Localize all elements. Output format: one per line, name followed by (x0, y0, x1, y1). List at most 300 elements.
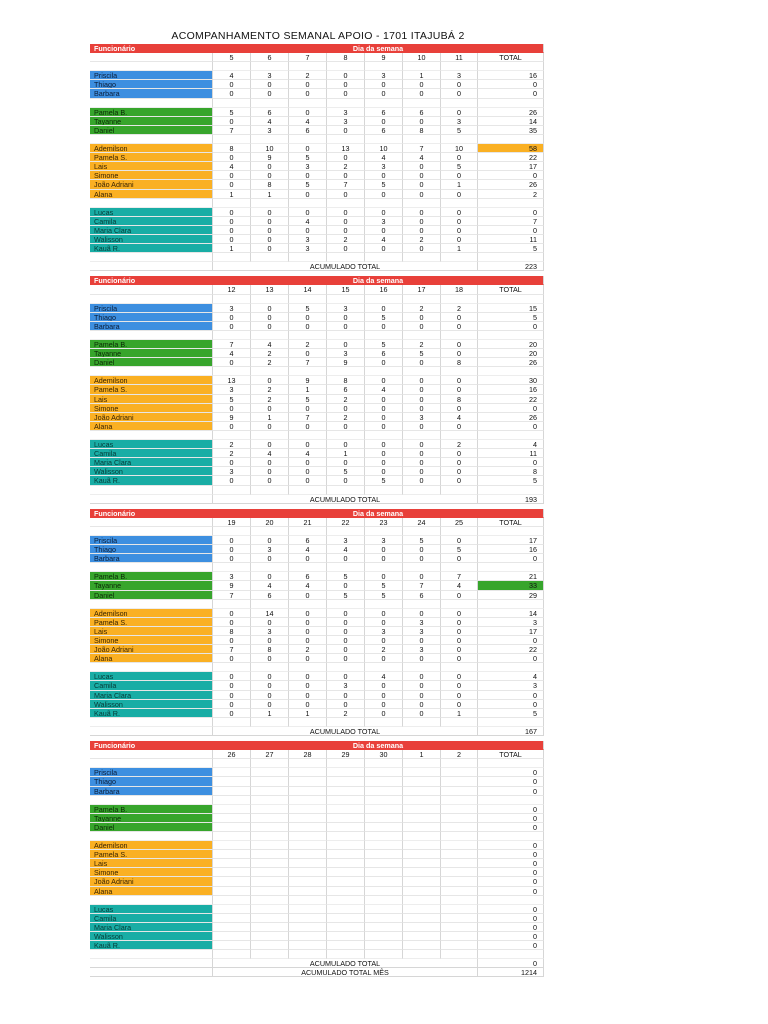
row-total: 22 (478, 153, 544, 162)
day-number: 30 (365, 750, 403, 759)
employee-name: Tayanne (90, 581, 213, 590)
employee-name: Daniel (90, 823, 213, 832)
blank-cell (90, 199, 213, 208)
day-value: 0 (251, 422, 289, 431)
employee-row (90, 572, 546, 581)
day-value: 0 (441, 340, 478, 349)
day-value: 6 (365, 349, 403, 358)
day-value: 0 (403, 180, 441, 189)
blank-cell (441, 331, 478, 340)
spacer-row (90, 431, 546, 440)
blank-cell (327, 896, 365, 905)
day-value: 0 (327, 554, 365, 563)
blank-cell (327, 950, 365, 959)
day-value: 0 (251, 226, 289, 235)
day-value: 1 (441, 709, 478, 718)
blank-cell (441, 99, 478, 108)
row-total: 0 (478, 823, 544, 832)
day-value: 0 (289, 654, 327, 663)
blank-cell (365, 600, 403, 609)
row-total: 26 (478, 358, 544, 367)
day-value: 5 (327, 591, 365, 600)
blank-cell (251, 295, 289, 304)
employee-name: Daniel (90, 358, 213, 367)
day-numbers-row (90, 750, 546, 759)
blank-cell (365, 563, 403, 572)
employee-row (90, 467, 546, 476)
day-value: 0 (365, 618, 403, 627)
day-numbers-row (90, 285, 546, 294)
blank-cell (403, 600, 441, 609)
employee-row (90, 117, 546, 126)
day-value (441, 805, 478, 814)
blank-cell (365, 253, 403, 262)
day-value: 0 (403, 117, 441, 126)
blank-cell (403, 295, 441, 304)
day-value (403, 841, 441, 850)
blank-cell (365, 486, 403, 495)
employee-name: Simone (90, 171, 213, 180)
blank-cell (289, 832, 327, 841)
day-value (403, 887, 441, 896)
day-value (289, 823, 327, 832)
day-value (365, 923, 403, 932)
row-total: 0 (478, 787, 544, 796)
row-total: 17 (478, 536, 544, 545)
row-total: 14 (478, 609, 544, 618)
blank-cell (327, 600, 365, 609)
day-number: 17 (403, 285, 441, 294)
employee-name: Camila (90, 681, 213, 690)
blank-cell (213, 135, 251, 144)
day-value: 9 (213, 413, 251, 422)
employee-name: Barbara (90, 322, 213, 331)
blank-cell (365, 331, 403, 340)
employee-name: Walisson (90, 700, 213, 709)
employee-row (90, 458, 546, 467)
employee-row (90, 226, 546, 235)
spacer-row (90, 527, 546, 536)
weekly-tracking-sheet (90, 44, 546, 977)
day-value (403, 859, 441, 868)
row-total: 0 (478, 458, 544, 467)
day-value: 0 (441, 609, 478, 618)
blank-cell (478, 99, 544, 108)
day-value: 0 (289, 467, 327, 476)
day-number: 29 (327, 750, 365, 759)
blank-cell (90, 518, 213, 527)
employee-name: Alana (90, 190, 213, 199)
day-value: 0 (289, 226, 327, 235)
employee-name: Lais (90, 162, 213, 171)
blank-cell (478, 796, 544, 805)
day-value: 0 (327, 618, 365, 627)
row-total: 21 (478, 572, 544, 581)
blank-cell (403, 718, 441, 727)
day-value: 0 (441, 208, 478, 217)
employee-name: Lais (90, 395, 213, 404)
day-value: 6 (403, 108, 441, 117)
day-value: 0 (327, 691, 365, 700)
day-value: 6 (289, 126, 327, 135)
blank-cell (251, 759, 289, 768)
employee-row (90, 877, 546, 886)
row-total: 2 (478, 190, 544, 199)
day-value: 0 (289, 700, 327, 709)
day-value (327, 877, 365, 886)
spacer-row (90, 563, 546, 572)
blank-cell (289, 486, 327, 495)
employee-name: João Adriani (90, 877, 213, 886)
day-value (289, 914, 327, 923)
blank-cell (441, 563, 478, 572)
employee-row (90, 208, 546, 217)
blank-cell (365, 135, 403, 144)
blank-cell (327, 135, 365, 144)
employee-name: Priscila (90, 536, 213, 545)
blank-cell (90, 431, 213, 440)
employee-name: Walisson (90, 467, 213, 476)
spacer-row (90, 367, 546, 376)
day-value: 0 (289, 691, 327, 700)
day-value (441, 923, 478, 932)
employee-row (90, 162, 546, 171)
blank-cell (441, 663, 478, 672)
day-value: 3 (403, 618, 441, 627)
row-total: 15 (478, 304, 544, 313)
day-number: 27 (251, 750, 289, 759)
day-value: 0 (251, 80, 289, 89)
header-funcionario: Funcionário (90, 276, 213, 285)
employee-row (90, 217, 546, 226)
blank-cell (251, 563, 289, 572)
blank-cell (289, 718, 327, 727)
employee-name: Daniel (90, 591, 213, 600)
sheet-title: ACOMPANHAMENTO SEMANAL APOIO - 1701 ITAJUBÁ 2 (171, 30, 465, 42)
day-value (251, 923, 289, 932)
day-value: 0 (327, 645, 365, 654)
employee-name: Kauã R. (90, 476, 213, 485)
day-value: 7 (403, 581, 441, 590)
row-total: 0 (478, 914, 544, 923)
employee-name: João Adriani (90, 645, 213, 654)
day-value: 8 (213, 627, 251, 636)
day-value (441, 814, 478, 823)
day-value (251, 841, 289, 850)
day-value: 4 (327, 545, 365, 554)
blank-cell (90, 950, 213, 959)
day-value (251, 814, 289, 823)
blank-cell (289, 253, 327, 262)
day-value (213, 787, 251, 796)
day-value: 3 (213, 304, 251, 313)
day-value: 0 (441, 89, 478, 98)
employee-row (90, 768, 546, 777)
blank-cell (327, 796, 365, 805)
blank-cell (441, 431, 478, 440)
day-value (365, 932, 403, 941)
employee-name: Lucas (90, 905, 213, 914)
accumulated-month-row (90, 968, 546, 977)
row-total: 33 (478, 581, 544, 590)
blank-cell (403, 199, 441, 208)
day-value: 0 (251, 162, 289, 171)
employee-row (90, 841, 546, 850)
employee-row (90, 645, 546, 654)
day-value: 0 (251, 244, 289, 253)
day-value: 6 (365, 108, 403, 117)
day-value: 7 (213, 340, 251, 349)
day-value (441, 887, 478, 896)
employee-row (90, 153, 546, 162)
row-total: 0 (478, 636, 544, 645)
day-value: 5 (365, 581, 403, 590)
day-value (289, 859, 327, 868)
day-value: 0 (289, 591, 327, 600)
day-value: 0 (441, 404, 478, 413)
day-value: 0 (251, 313, 289, 322)
day-value: 0 (213, 313, 251, 322)
day-value: 0 (403, 458, 441, 467)
day-value: 0 (213, 358, 251, 367)
day-value: 0 (327, 171, 365, 180)
day-value: 0 (289, 144, 327, 153)
blank-cell (327, 253, 365, 262)
day-number: 10 (403, 53, 441, 62)
day-value: 3 (327, 536, 365, 545)
employee-row (90, 108, 546, 117)
day-value: 5 (213, 395, 251, 404)
day-value: 4 (251, 449, 289, 458)
blank-cell (213, 896, 251, 905)
blank-cell (90, 759, 213, 768)
employee-row (90, 654, 546, 663)
row-total: 17 (478, 162, 544, 171)
day-value: 7 (213, 645, 251, 654)
day-value: 6 (251, 108, 289, 117)
blank-cell (403, 135, 441, 144)
day-value (251, 823, 289, 832)
blank-cell (289, 796, 327, 805)
day-value: 5 (327, 467, 365, 476)
row-total: 35 (478, 126, 544, 135)
day-value: 0 (441, 458, 478, 467)
blank-cell (90, 832, 213, 841)
employee-row (90, 823, 546, 832)
day-value: 0 (327, 126, 365, 135)
day-value (251, 905, 289, 914)
day-value: 0 (441, 190, 478, 199)
day-value: 0 (289, 476, 327, 485)
spacer-row (90, 486, 546, 495)
blank-cell (90, 53, 213, 62)
blank-cell (327, 563, 365, 572)
day-value: 0 (289, 554, 327, 563)
day-value: 0 (289, 609, 327, 618)
row-total: 0 (478, 171, 544, 180)
employee-name: Pamela S. (90, 618, 213, 627)
day-value (289, 932, 327, 941)
day-value: 0 (213, 545, 251, 554)
row-total: 0 (478, 805, 544, 814)
employee-row (90, 422, 546, 431)
day-value: 3 (327, 117, 365, 126)
row-total: 0 (478, 80, 544, 89)
row-total: 0 (478, 814, 544, 823)
blank-cell (365, 62, 403, 71)
day-value: 3 (441, 117, 478, 126)
spacer-row (90, 253, 546, 262)
blank-cell (90, 62, 213, 71)
day-value: 8 (213, 144, 251, 153)
day-value (327, 850, 365, 859)
day-value: 0 (213, 554, 251, 563)
row-total: 0 (478, 691, 544, 700)
day-value: 0 (365, 89, 403, 98)
day-value: 0 (365, 117, 403, 126)
blank-cell (478, 759, 544, 768)
employee-name: Lucas (90, 440, 213, 449)
day-value: 4 (403, 153, 441, 162)
day-value: 9 (327, 358, 365, 367)
row-total: 0 (478, 841, 544, 850)
table-header (90, 44, 546, 53)
employee-name: Simone (90, 636, 213, 645)
day-value: 0 (251, 89, 289, 98)
blank-cell (403, 950, 441, 959)
employee-name: Maria Clara (90, 691, 213, 700)
day-value: 4 (213, 71, 251, 80)
day-value: 2 (441, 440, 478, 449)
blank-cell (251, 331, 289, 340)
blank-cell (213, 950, 251, 959)
blank-cell (403, 832, 441, 841)
day-value: 2 (289, 340, 327, 349)
day-value (251, 868, 289, 877)
day-value (289, 841, 327, 850)
day-number: 20 (251, 518, 289, 527)
row-total: 0 (478, 777, 544, 786)
row-total: 11 (478, 235, 544, 244)
employee-name: Alana (90, 422, 213, 431)
day-value: 8 (403, 126, 441, 135)
day-value: 0 (403, 385, 441, 394)
employee-row (90, 126, 546, 135)
blank-cell (441, 253, 478, 262)
row-total: 16 (478, 545, 544, 554)
employee-name: João Adriani (90, 413, 213, 422)
employee-row (90, 591, 546, 600)
employee-row (90, 581, 546, 590)
blank-cell (403, 99, 441, 108)
blank-cell (289, 950, 327, 959)
row-total: 0 (478, 700, 544, 709)
employee-name: Alana (90, 887, 213, 896)
table-header (90, 741, 546, 750)
row-total: 22 (478, 395, 544, 404)
blank-cell (90, 135, 213, 144)
employee-name: Maria Clara (90, 458, 213, 467)
blank-cell (441, 759, 478, 768)
blank-cell (289, 527, 327, 536)
employee-row (90, 814, 546, 823)
day-value: 4 (213, 162, 251, 171)
blank-cell (213, 759, 251, 768)
employee-name: Maria Clara (90, 923, 213, 932)
day-value (403, 923, 441, 932)
day-value: 1 (441, 244, 478, 253)
day-value (403, 905, 441, 914)
accumulated-total-value: 167 (478, 727, 544, 736)
blank-cell (403, 367, 441, 376)
day-value (213, 887, 251, 896)
day-value (251, 941, 289, 950)
employee-row (90, 609, 546, 618)
employee-name: Thiago (90, 545, 213, 554)
day-value: 0 (403, 672, 441, 681)
accumulated-total-row (90, 959, 546, 968)
employee-row (90, 404, 546, 413)
day-value (441, 850, 478, 859)
day-value: 3 (403, 413, 441, 422)
blank-cell (365, 367, 403, 376)
blank-cell (403, 896, 441, 905)
day-value: 3 (251, 71, 289, 80)
row-total: 0 (478, 923, 544, 932)
day-value (403, 941, 441, 950)
day-value: 0 (289, 672, 327, 681)
employee-row (90, 859, 546, 868)
row-total: 26 (478, 413, 544, 422)
blank-cell (327, 199, 365, 208)
day-value (251, 877, 289, 886)
row-total: 0 (478, 877, 544, 886)
day-value: 0 (403, 80, 441, 89)
employee-row (90, 805, 546, 814)
day-value (365, 941, 403, 950)
row-total: 0 (478, 868, 544, 877)
day-value: 0 (403, 700, 441, 709)
row-total: 11 (478, 449, 544, 458)
header-dia-da-semana: Dia da semana (213, 509, 544, 518)
day-value: 0 (441, 422, 478, 431)
day-value: 2 (327, 395, 365, 404)
day-value: 5 (365, 340, 403, 349)
row-total: 0 (478, 422, 544, 431)
day-value (327, 787, 365, 796)
employee-row (90, 700, 546, 709)
day-value (441, 877, 478, 886)
day-value (365, 859, 403, 868)
day-value: 0 (213, 171, 251, 180)
employee-row (90, 71, 546, 80)
day-value (327, 777, 365, 786)
blank-cell (90, 253, 213, 262)
day-value: 0 (441, 376, 478, 385)
day-number: 16 (365, 285, 403, 294)
employee-row (90, 89, 546, 98)
employee-name: Kauã R. (90, 244, 213, 253)
spacer-row (90, 950, 546, 959)
accumulated-total-label: ACUMULADO TOTAL (213, 262, 478, 271)
accumulated-total-label: ACUMULADO TOTAL (213, 959, 478, 968)
day-value: 0 (441, 449, 478, 458)
blank-cell (478, 600, 544, 609)
day-value (213, 941, 251, 950)
day-numbers-row (90, 53, 546, 62)
accumulated-total-value: 0 (478, 959, 544, 968)
day-value: 2 (403, 235, 441, 244)
